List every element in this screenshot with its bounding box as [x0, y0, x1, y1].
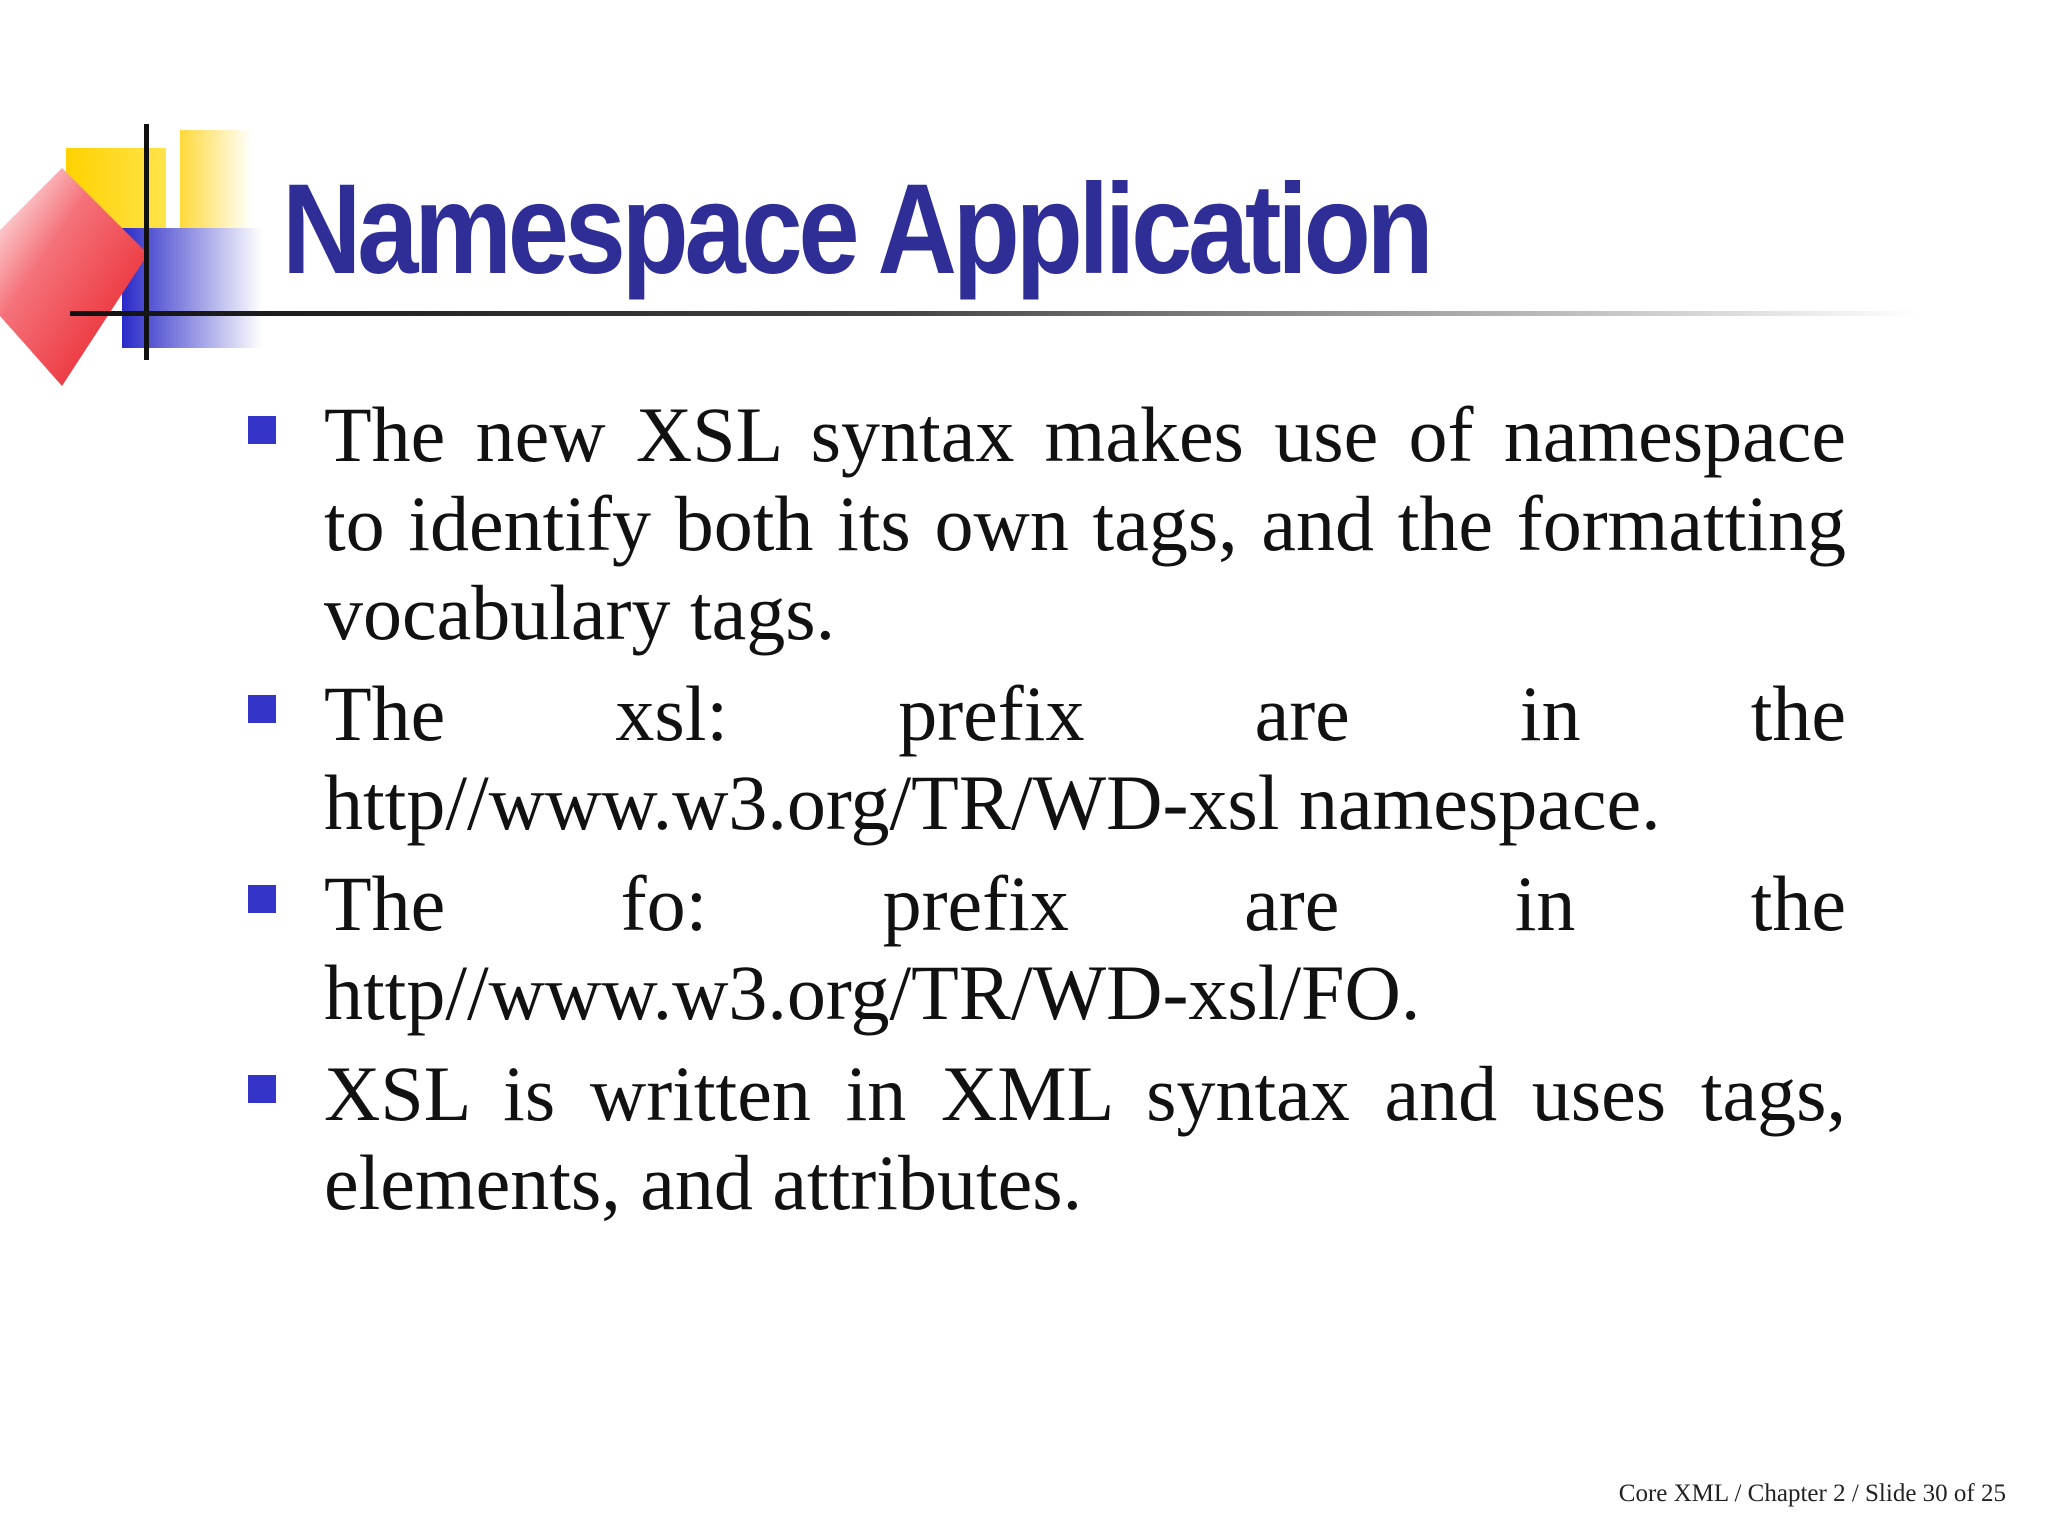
square-bullet-icon	[248, 695, 276, 723]
square-bullet-icon	[248, 1075, 276, 1103]
slide-title: Namespace Application	[282, 158, 1430, 301]
slide-footer: Core XML / Chapter 2 / Slide 30 of 25	[1618, 1480, 2006, 1507]
bullet-list	[246, 390, 1846, 1239]
title-divider	[70, 311, 1920, 316]
bullet-item	[246, 859, 1846, 1037]
square-bullet-icon	[248, 416, 276, 444]
square-bullet-icon	[248, 885, 276, 913]
bullet-text: The xsl: prefix are in the http//www.w3.org/TR/WD-xsl namespace.	[324, 670, 1846, 846]
bullet-item	[246, 669, 1846, 847]
bullet-item	[246, 390, 1846, 657]
bullet-item	[246, 1049, 1846, 1227]
decorative-squares-logo-icon	[0, 120, 270, 400]
bullet-text: The new XSL syntax makes use of namespace to identify both its own tags, and the formatting vocabulary tags.	[324, 391, 1846, 656]
bullet-text: XSL is written in XML syntax and uses tags, elements, and attributes.	[324, 1050, 1846, 1226]
bullet-text: The fo: prefix are in the http//www.w3.org/TR/WD-xsl/FO.	[324, 860, 1846, 1036]
